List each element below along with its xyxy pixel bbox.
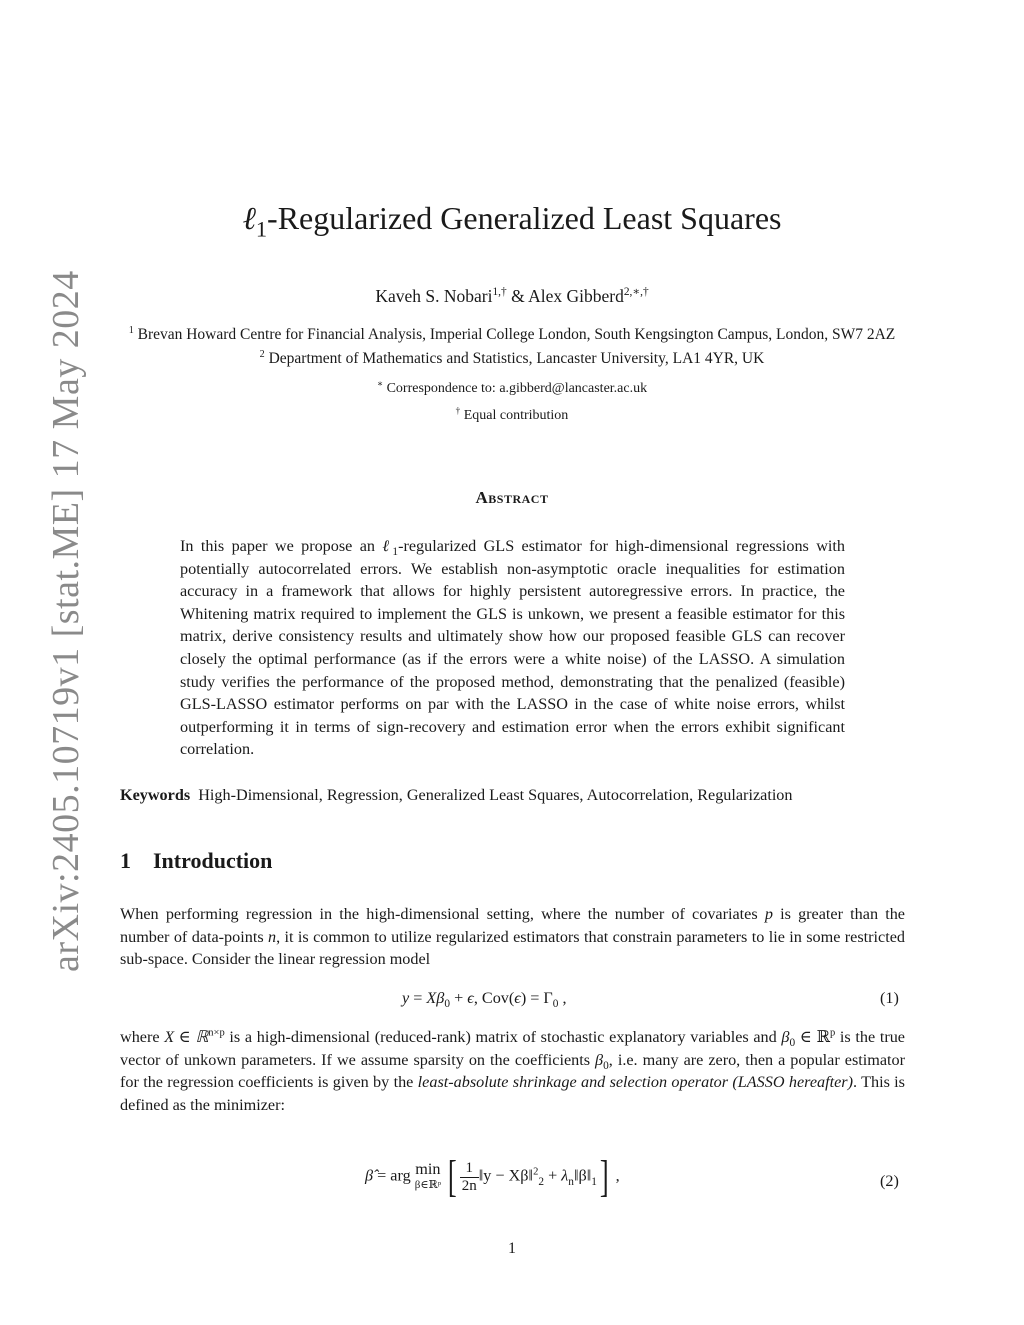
eq2-norm-2-sub: 1: [591, 1175, 597, 1188]
eq2-min-block: [415, 1161, 441, 1193]
eq2-norm-1-sub: 2: [538, 1175, 545, 1188]
intro-p1-n: n: [268, 927, 277, 946]
eq1-gamma: ) = Γ: [520, 989, 553, 1007]
intro-p1-p: p: [764, 905, 773, 923]
section-number: 1: [120, 848, 131, 873]
affiliation-2-text: Department of Mathematics and Statistics, Lancaster University, LA1 4YR, UK: [268, 350, 765, 367]
title-ell-subscript: 1: [255, 216, 268, 242]
abstract-heading: Abstract: [475, 488, 549, 507]
author-2: Alex Gibberd: [528, 286, 624, 306]
eq1-epsilon: ϵ: [467, 989, 474, 1007]
correspondence-line: [0, 378, 1024, 397]
intro-p1-b: is greater than the number of data-points: [120, 905, 905, 946]
intro-paragraph-2: [120, 1026, 905, 1116]
equation-1-number: (1): [880, 989, 899, 1007]
author-line: [0, 286, 1024, 307]
eq1-xbeta: Xβ: [426, 989, 445, 1007]
eq2-end: ,: [611, 1166, 620, 1185]
eq2-right-bracket: ]: [599, 1152, 609, 1201]
abstract-ell-symbol: ℓ: [382, 537, 393, 555]
eq1-equals: =: [409, 989, 427, 1007]
abstract-pre: In this paper we propose an: [180, 537, 383, 555]
abstract-body: [180, 535, 845, 761]
page-number: 1: [508, 1240, 516, 1257]
eq2-fraction: [460, 1160, 479, 1195]
section-title: Introduction: [153, 848, 273, 873]
eq2-norm-1: ‖y − Xβ‖: [478, 1166, 534, 1185]
keywords-label: Keywords: [120, 786, 191, 804]
intro-p2-e: . This is defined as the minimizer:: [120, 1073, 905, 1114]
eq2-beta-hat: β̂: [365, 1166, 374, 1185]
affiliation-1-mark: 1: [128, 324, 134, 336]
affiliation-1: [0, 326, 1024, 344]
equal-contribution-mark: †: [455, 405, 461, 416]
affiliation-2: [0, 350, 1024, 368]
eq2-min-subscript: β∈ℝᵖ: [414, 1179, 442, 1191]
equation-2: [365, 1152, 620, 1201]
abstract-ell-subscript: 1: [392, 546, 399, 559]
eq1-y: y: [402, 989, 410, 1007]
equation-2-number: (2): [880, 1172, 899, 1190]
eq1-xbeta-sub: 0: [444, 998, 451, 1011]
eq2-fraction-num: 1: [460, 1160, 479, 1178]
author-2-marks: 2,∗,†: [623, 286, 649, 299]
eq1-end: ,: [558, 989, 567, 1007]
eq2-norm-1-sup: 2: [533, 1166, 539, 1178]
eq2-min: min: [415, 1160, 441, 1178]
eq1-epsilon-2: ϵ: [514, 989, 521, 1007]
equal-contribution-text: Equal contribution: [463, 408, 569, 423]
intro-p2-x: X ∈ ℝ: [164, 1028, 209, 1046]
intro-p2-d: , i.e. many are zero, then a popular estimator for the regression coefficients is given by the: [120, 1050, 905, 1092]
intro-p2-beta-2: β: [595, 1050, 604, 1069]
equation-1: [402, 989, 567, 1011]
intro-p1-c: , it is common to utilize regularized estimators that constrain parameters to lie in some restricted sub-space. Consider the linear regression model: [120, 927, 905, 969]
eq1-cov: , Cov(: [473, 989, 515, 1007]
eq2-lambda-sub: n: [568, 1175, 574, 1188]
keywords-line: [120, 786, 793, 805]
paper-title: [0, 200, 1024, 242]
intro-p2-b: is a high-dimensional (reduced-rank) matrix of stochastic explanatory variables and: [224, 1028, 782, 1046]
section-heading: [120, 848, 272, 874]
intro-p2-beta: β: [781, 1028, 790, 1046]
arxiv-sidebar-stamp: arXiv:2405.10719v1 [stat.ME] 17 May 2024: [45, 270, 87, 972]
intro-p2-x-sup: n×p: [208, 1027, 225, 1039]
abstract-text: -regularized GLS estimator for high-dimensional regressions with potentially autocorrelated errors. We establish non-asymptotic oracle inequalities for estimation accuracy in a framework that allows for highly persistent autoregressive errors. In practice, the Whitening matrix required to implement the GLS is unkown, we present a feasible estimator for this matrix, derive consistency results and ultimately show how our proposed feasible GLS can recover closely the optimal performance (as if the errors were a white noise) of the LASSO. A simulation study verifies the performance of the proposed method, demonstrating that the penalized (feasible) GLS-LASSO estimator performs on par with the LASSO in the case of white noise errors, whilst outperforming it in terms of sign-recovery and estimation error when the errors exhibit significant correlation.: [180, 537, 845, 759]
intro-p2-in: ∈ ℝ: [795, 1028, 830, 1046]
intro-p2-in-sup: p: [829, 1027, 836, 1039]
author-1-marks: 1,†: [492, 286, 507, 299]
title-text: -Regularized Generalized Least Squares: [267, 200, 782, 236]
eq1-plus: +: [450, 989, 468, 1007]
author-1: Kaveh S. Nobari: [375, 286, 493, 306]
correspondence-mark: ∗: [376, 378, 384, 389]
eq2-plus: +: [544, 1166, 562, 1185]
intro-paragraph-1: [120, 903, 905, 971]
eq2-argmin-prefix: = arg: [373, 1166, 415, 1185]
title-ell-symbol: ℓ: [242, 200, 256, 236]
affiliation-1-text: Brevan Howard Centre for Financial Analysis, Imperial College London, South Kengsington Campus, London, SW7 2AZ: [137, 326, 896, 343]
eq2-norm-2: ‖β‖: [573, 1166, 592, 1185]
correspondence-text: Correspondence to: a.gibberd@lancaster.ac.uk: [386, 381, 648, 396]
eq2-left-bracket: [: [448, 1152, 457, 1201]
author-separator: &: [506, 286, 529, 306]
equal-contribution-line: [0, 405, 1024, 424]
intro-p1-a: When performing regression in the high-dimensional setting, where the number of covariates: [120, 905, 765, 923]
affiliation-2-mark: 2: [259, 348, 265, 360]
keywords-text: High-Dimensional, Regression, Generalized Least Squares, Autocorrelation, Regularization: [198, 786, 793, 804]
intro-p2-italic-term: least-absolute shrinkage and selection operator (LASSO hereafter): [417, 1073, 854, 1092]
intro-p2-a: where: [120, 1028, 165, 1046]
intro-p2-beta-sub: 0: [789, 1037, 796, 1050]
intro-p2-c: is the true vector of unkown parameters. If we assume sparsity on the coefficients: [120, 1028, 905, 1069]
intro-p2-beta-2-sub: 0: [603, 1059, 609, 1072]
eq2-lambda: λ: [561, 1166, 569, 1185]
eq2-fraction-den: 2n: [461, 1177, 477, 1194]
eq1-gamma-sub: 0: [552, 998, 559, 1011]
